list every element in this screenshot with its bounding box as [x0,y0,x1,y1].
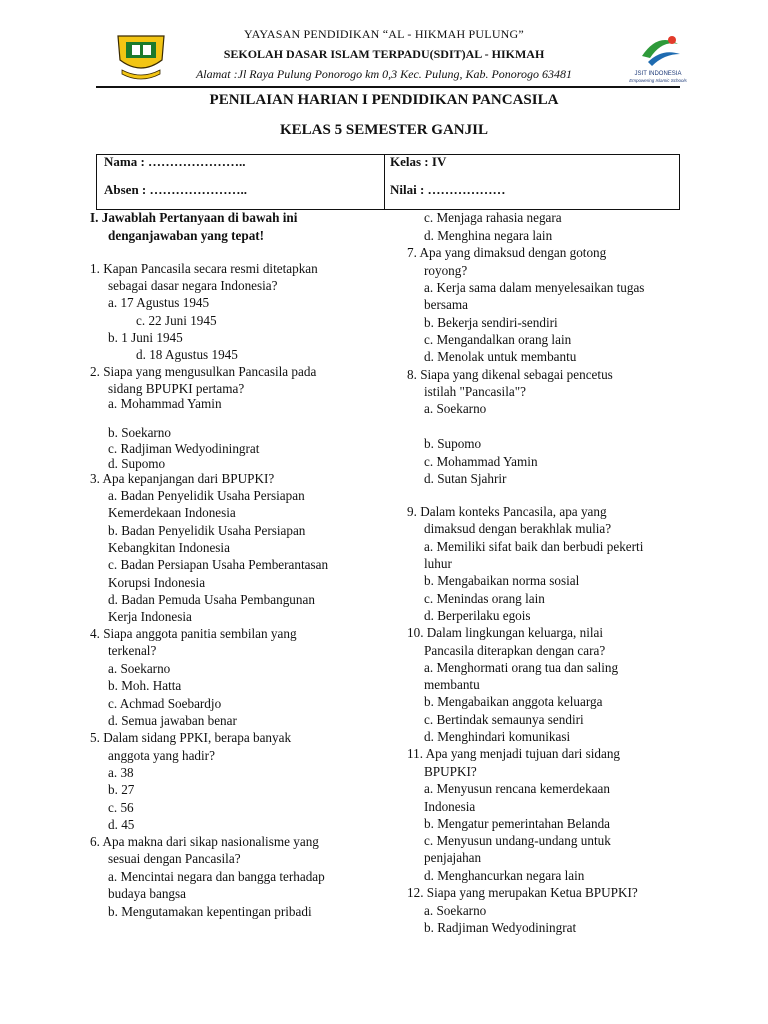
option: b. Soekarno [108,425,171,440]
option: a. Soekarno [424,401,487,416]
option: b. Mengatur pemerintahan Belanda [424,816,611,831]
option-cont: Kemerdekaan Indonesia [108,505,236,520]
option: a. 38 [108,765,134,780]
option: b. 27 [108,782,135,797]
option: c. Mengandalkan orang lain [424,332,572,347]
option: b. Bekerja sendiri-sendiri [424,315,558,330]
absen-field[interactable]: Absen : ………………….. [104,182,248,197]
option: b. Moh. Hatta [108,678,182,693]
option: a. Mencintai negara dan bangga terhadap [108,869,325,884]
option-cont: Kebangkitan Indonesia [108,540,230,555]
option: c. Mohammad Yamin [424,454,538,469]
nilai-field: Nilai : ……………… [390,182,506,197]
name-field[interactable]: Nama : ………………….. [104,154,246,169]
option: c. Achmad Soebardjo [108,696,222,711]
option: d. Sutan Sjahrir [424,471,507,486]
svg-text:Empowering Islamic Schools: Empowering Islamic Schools [629,78,687,83]
option: b. 1 Juni 1945 [108,330,183,345]
question-4-cont: terkenal? [108,643,157,658]
question-6: 6. Apa makna dari sikap nasionalisme yang [90,834,319,849]
question-12: 12. Siapa yang merupakan Ketua BPUPKI? [407,885,638,900]
option: a. Memiliki sifat baik dan berbudi pekerti [424,539,644,554]
option: d. Berperilaku egois [424,608,531,623]
exam-title: PENILAIAN HARIAN I PENDIDIKAN PANCASILA [209,92,559,108]
question-5: 5. Dalam sidang PPKI, berapa banyak [90,730,292,745]
question-11-cont: BPUPKI? [424,764,477,779]
option: a. Mohammad Yamin [108,396,222,411]
option-cont: Kerja Indonesia [108,609,192,624]
exam-subtitle: KELAS 5 SEMESTER GANJIL [280,122,488,138]
question-10-cont: Pancasila diterapkan dengan cara? [424,643,606,658]
question-11: 11. Apa yang menjadi tujuan dari sidang [407,746,621,761]
option: b. Supomo [424,436,482,451]
option: a. Kerja sama dalam menyelesaikan tugas [424,280,645,295]
question-6-cont: sesuai dengan Pancasila? [108,851,241,866]
option: a. Soekarno [424,903,487,918]
option: d. Semua jawaban benar [108,713,237,728]
option: d. Supomo [108,456,166,471]
question-8: 8. Siapa yang dikenal sebagai pencetus [407,367,613,382]
question-7-cont: royong? [424,263,468,278]
option: c. Bertindak semaunya sendiri [424,712,584,727]
question-2: 2. Siapa yang mengusulkan Pancasila pada [90,364,317,379]
question-9-cont: dimaksud dengan berakhlak mulia? [424,521,612,536]
kelas-field: Kelas : IV [390,154,447,169]
option: b. Radjiman Wedyodiningrat [424,920,577,935]
option: b. Mengabaikan anggota keluarga [424,694,603,709]
option-cont: membantu [424,677,480,692]
option: a. Soekarno [108,661,171,676]
question-1: 1. Kapan Pancasila secara resmi ditetapkan [90,261,318,276]
option-cont: bersama [424,297,468,312]
option: c. Menyusun undang-undang untuk [424,833,611,848]
option: b. Mengabaikan norma sosial [424,573,580,588]
instruction-line: denganjawaban yang tepat! [108,228,265,243]
school-name: SEKOLAH DASAR ISLAM TERPADU(SDIT)AL - HIKMAH [223,47,545,61]
option: c. 56 [108,800,134,815]
option-cont: penjajahan [424,850,482,865]
question-10: 10. Dalam lingkungan keluarga, nilai [407,625,604,640]
option: d. Menghancurkan negara lain [424,868,585,883]
option: c. Radjiman Wedyodiningrat [108,441,260,456]
option: a. Badan Penyelidik Usaha Persiapan [108,488,305,503]
question-2-cont: sidang BPUPKI pertama? [108,381,245,396]
svg-text:JSIT INDONESIA: JSIT INDONESIA [634,71,682,77]
option: d. Badan Pemuda Usaha Pembangunan [108,592,315,607]
option: d. Menghindari komunikasi [424,729,571,744]
header-rule [96,86,680,88]
option: d. Menolak untuk membantu [424,349,577,364]
option-cont: Korupsi Indonesia [108,575,206,590]
option: c. Badan Persiapan Usaha Pemberantasan [108,557,329,572]
option: b. Mengutamakan kepentingan pribadi [108,904,312,919]
question-4: 4. Siapa anggota panitia sembilan yang [90,626,297,641]
option: d. 18 Agustus 1945 [136,347,238,362]
foundation-name: YAYASAN PENDIDIKAN “AL - HIKMAH PULUNG” [244,27,524,41]
option: c. 22 Juni 1945 [136,313,217,328]
option: d. Menghina negara lain [424,228,553,243]
option: a. Menyusun rencana kemerdekaan [424,781,611,796]
question-1-cont: sebagai dasar negara Indonesia? [108,278,278,293]
option: d. 45 [108,817,135,832]
question-9: 9. Dalam konteks Pancasila, apa yang [407,504,607,519]
question-7: 7. Apa yang dimaksud dengan gotong [407,245,607,260]
question-8-cont: istilah "Pancasila"? [424,384,526,399]
option-cont: Indonesia [424,799,476,814]
school-address: Alamat :Jl Raya Pulung Ponorogo km 0,3 Kec. Pulung, Kab. Ponorogo 63481 [195,67,573,81]
option: c. Menindas orang lain [424,591,545,606]
option-cont: budaya bangsa [108,886,186,901]
option: a. Menghormati orang tua dan saling [424,660,619,675]
option: a. 17 Agustus 1945 [108,295,210,310]
question-3: 3. Apa kepanjangan dari BPUPKI? [90,471,275,486]
question-5-cont: anggota yang hadir? [108,748,215,763]
option-cont: luhur [424,556,452,571]
option: c. Menjaga rahasia negara [424,210,562,225]
identity-divider [384,154,385,210]
instruction-line: I. Jawablah Pertanyaan di bawah ini [90,210,298,225]
option: b. Badan Penyelidik Usaha Persiapan [108,523,306,538]
